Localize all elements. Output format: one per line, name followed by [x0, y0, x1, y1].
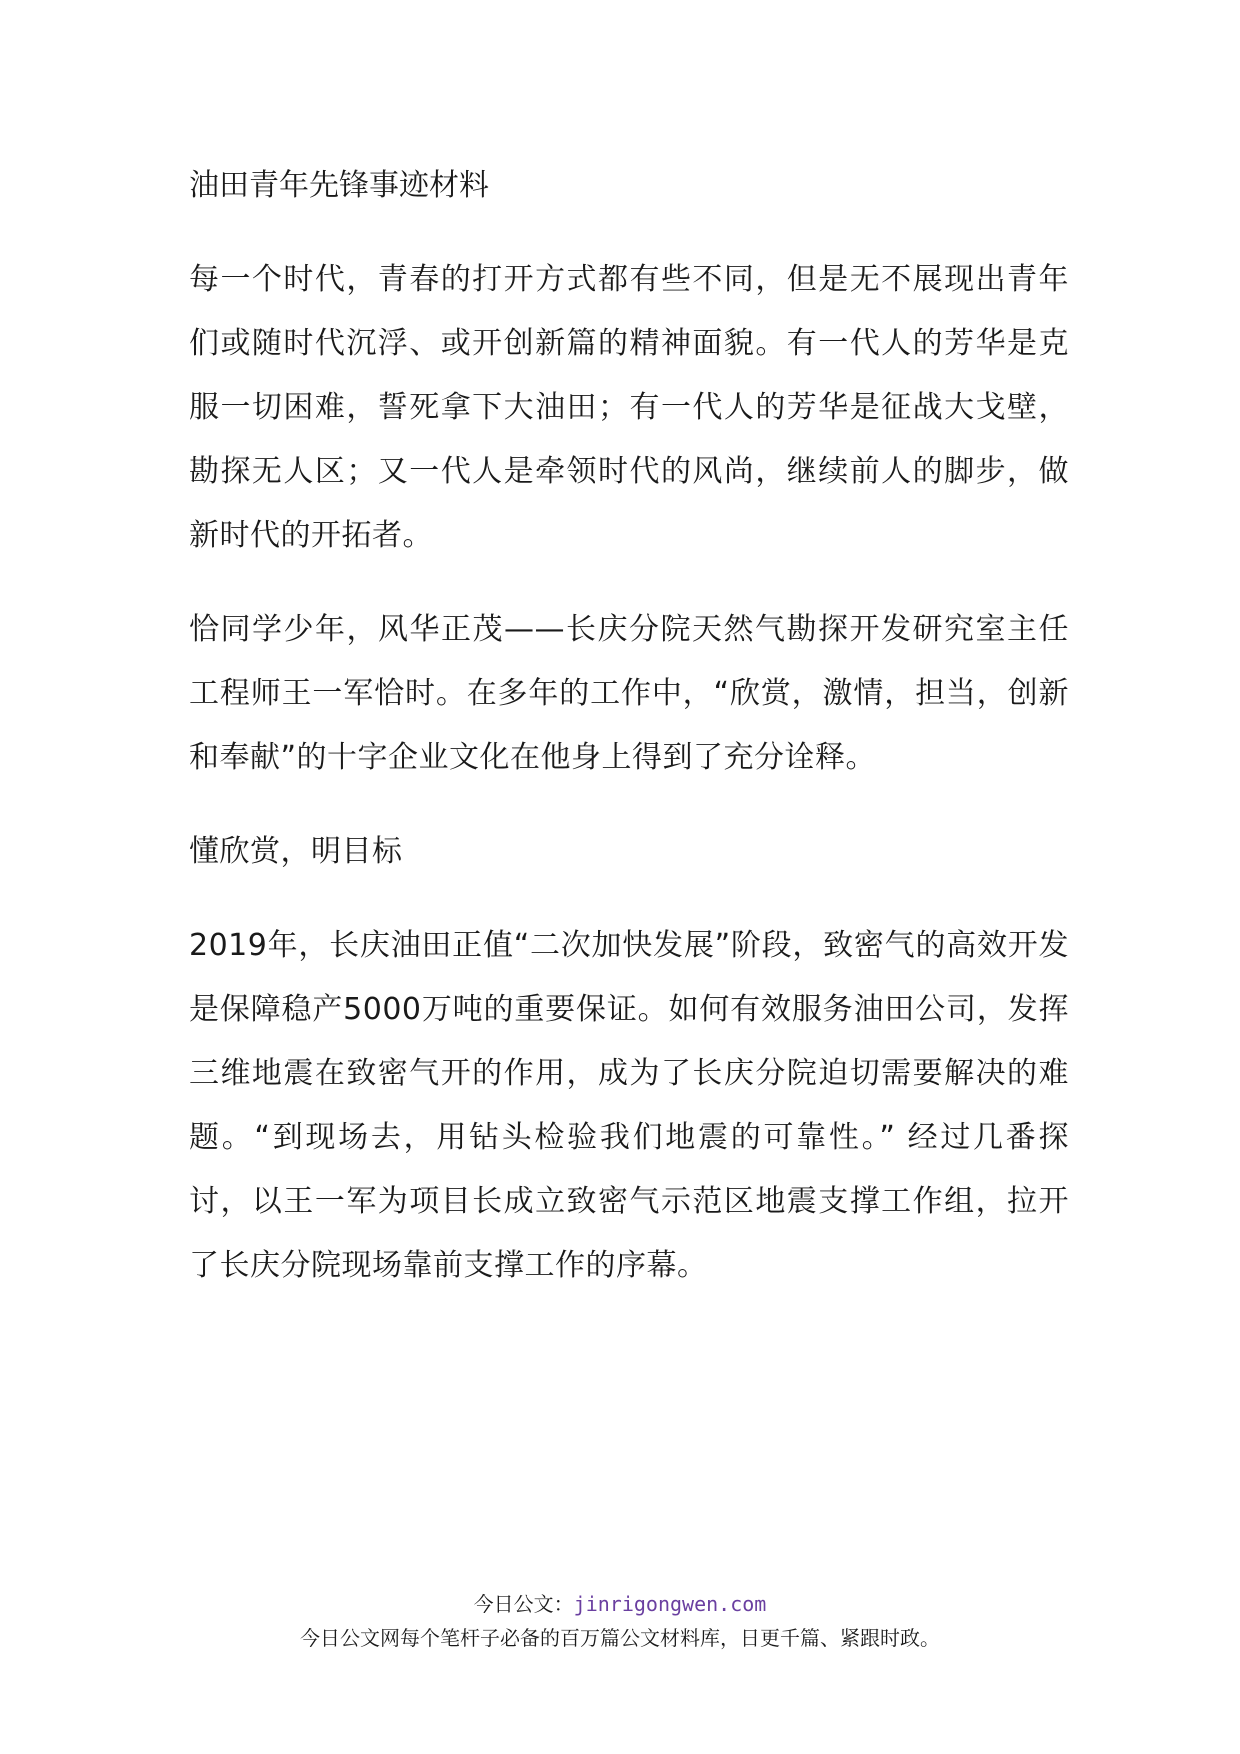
- footer-tagline: 今日公文网每个笔杆子必备的百万篇公文材料库，日更千篇、紧跟时政。: [300, 1626, 940, 1650]
- footer-source-label: 今日公文：: [473, 1592, 574, 1616]
- paragraph-profile: 恰同学少年，风华正茂——长庆分院天然气勘探开发研究室主任工程师王一军恰时。在多年的工作中，“欣赏，激情，担当，创新和奉献”的十字企业文化在他身上得到了充分诠释。: [189, 612, 1069, 775]
- paragraph-2019: 2019年，长庆油田正值“二次加快发展”阶段，致密气的高效开发是保障稳产5000万吨的重要保证。如何有效服务油田公司，发挥三维地震在致密气开的作用，成为了长庆分院迫切需要解决的难题。“到现场去，用钻头检验我们地震的可靠性。” 经过几番探讨，以王一军为项目长成立致密气示范区地震支撑工作组，拉开了长庆分院现场靠前支撑工作的序幕。: [189, 928, 1069, 1283]
- footer-source-line: [0, 1587, 1240, 1621]
- paragraph-intro: 每一个时代，青春的打开方式都有些不同，但是无不展现出青年们或随时代沉浮、或开创新篇的精神面貌。有一代人的芳华是克服一切困难，誓死拿下大油田；有一代人的芳华是征战大戈壁，勘探无人区；又一代人是牵领时代的风尚，继续前人的脚步，做新时代的开拓者。: [189, 262, 1069, 553]
- document-body: [189, 156, 1069, 1328]
- document-title: 油田青年先锋事迹材料: [189, 168, 489, 203]
- section-heading: 懂欣赏，明目标: [189, 834, 403, 869]
- footer-site-link[interactable]: jinrigongwen.com: [573, 1592, 767, 1616]
- page-footer: [0, 1587, 1240, 1655]
